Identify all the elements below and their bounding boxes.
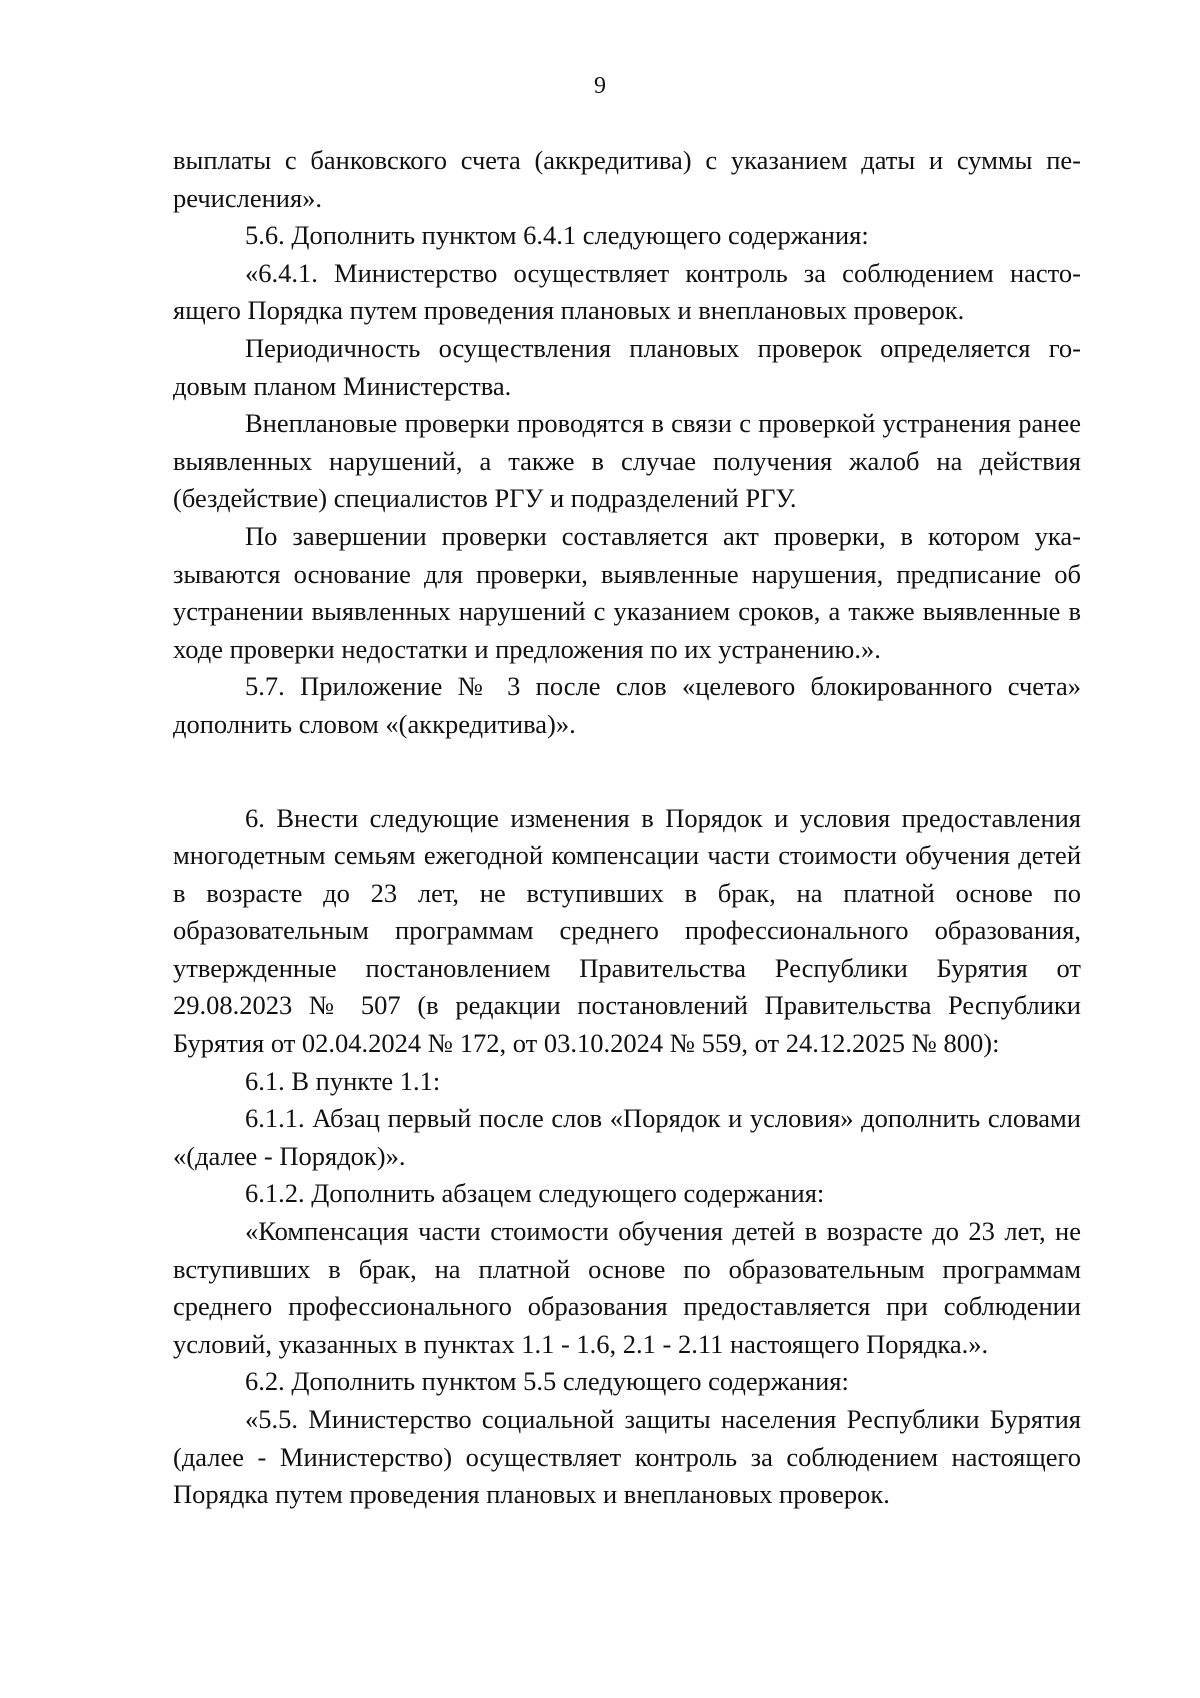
paragraph-item-5-6: 5.6. Дополнить пунктом 6.4.1 следующего содержания: <box>245 220 869 251</box>
paragraph-item-5-7: 5.7. Приложение № 3 после слов «целевого блокированного счета» дополнить словом «(аккредитива)». <box>173 671 1081 739</box>
paragraph-item-6-1-2: 6.1.2. Дополнить абзацем следующего содержания: <box>245 1178 825 1209</box>
paragraph-item-6-1: 6.1. В пункте 1.1: <box>245 1065 441 1096</box>
paragraph-continuation: выплаты с банковского счета (аккредитива) с указанием даты и суммы перечисления». <box>173 145 1081 213</box>
paragraph-item-6-1-1: 6.1.1. Абзац первый после слов «Порядок и условия» дополнить словами «(далее - Порядок)». <box>173 1103 1081 1171</box>
paragraph-item-6-2: 6.2. Дополнить пунктом 5.5 следующего содержания: <box>245 1366 849 1397</box>
paragraph-planned-checks: Периодичность осуществления плановых проверок определяется годовым планом Министерства. <box>173 332 1081 401</box>
paragraph-compensation: «Компенсация части стоимости обучения детей в возрасте до 23 лет, не вступивших в брак, на платной основе по образовательным программам среднего профессионального образования предоставляется при соблюдении условий, указанных в пунктах 1.1 - 1.6, 2.1 - 2.11 настоящего Порядка.». <box>173 1216 1081 1359</box>
paragraph-inspection-act: По завершении проверки составляется акт проверки, в котором указываются основание для проверки, выявленные нарушения, предписание об устранении выявленных нарушений с указанием сроков, а также выявленные в ходе проверки недостатки и предложения по их устранению.». <box>173 520 1081 664</box>
paragraph-item-5-5: «5.5. Министерство социальной защиты населения Республики Бурятия (далее - Министерство) осуществляет контроль за соблюдением настоящего Порядка путем проведения плановых и внеплановых проверок. <box>173 1404 1081 1510</box>
page-number: 9 <box>594 73 606 99</box>
paragraph-section-6: 6. Внести следующие изменения в Порядок и условия предоставления многодетным семьям ежегодной компенсации части стоимости обучения детей в возрасте до 23 лет, не вступивших в брак, на платной основе по образовательным программам среднего профессионального образования, утвержденные постановлением Правительства Республики Бурятия от 29.08.2023 № 507 (в редакции постановлений Правительства Республики Бурятия от 02.04.2024 № 172, от 03.10.2024 № 559, от 24.12.2025 № 800): <box>173 802 1081 1059</box>
paragraph-item-6-4-1: «6.4.1. Министерство осуществляет контроль за соблюдением настоящего Порядка путем проведения плановых и внеплановых проверок. <box>173 257 1081 326</box>
section-gap <box>173 744 1081 800</box>
document-body <box>173 142 1081 1514</box>
paragraph-unplanned-checks: Внеплановые проверки проводятся в связи с проверкой устранения ранее выявленных нарушений, а также в случае получения жалоб на действия (бездействие) специалистов РГУ и подразделений РГУ. <box>173 408 1081 514</box>
